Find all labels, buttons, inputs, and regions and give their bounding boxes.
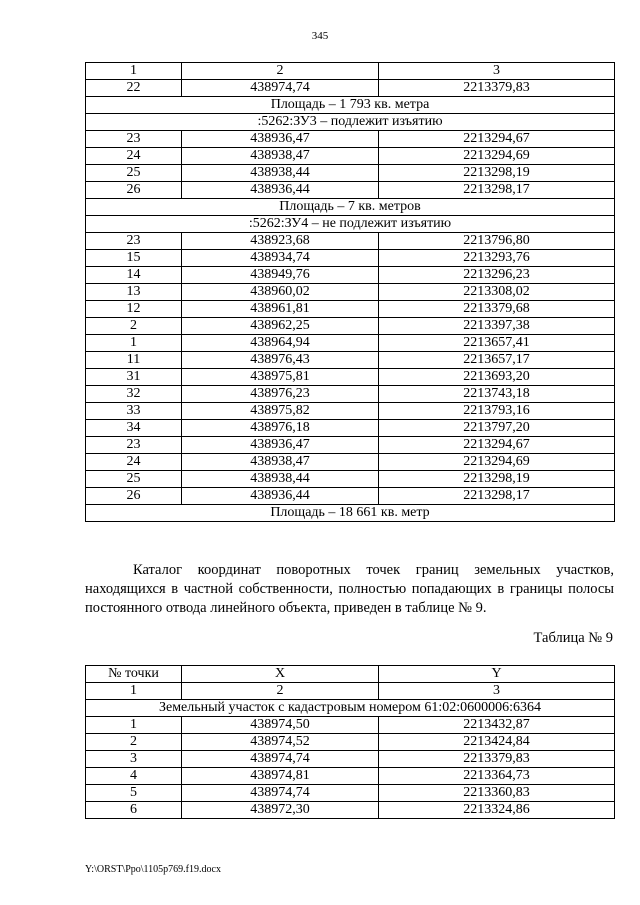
y-coordinate-cell: 2213693,20 (379, 369, 615, 386)
y-coordinate-cell: 2213296,23 (379, 267, 615, 284)
footer-file-path: Y:\ORST\Ppo\1105p769.f19.docx (85, 864, 221, 875)
table-row (86, 369, 615, 386)
table-row (86, 751, 615, 768)
y-coordinate-cell: 2213379,83 (379, 751, 615, 768)
table-row (86, 301, 615, 318)
point-number-cell: 4 (86, 768, 182, 785)
x-coordinate-cell: 438938,47 (182, 454, 379, 471)
point-number-cell: 15 (86, 250, 182, 267)
x-coordinate-cell: 438974,74 (182, 80, 379, 97)
x-coordinate-cell: 438974,74 (182, 785, 379, 802)
y-coordinate-cell: 2213298,17 (379, 488, 615, 505)
x-coordinate-cell: 438975,82 (182, 403, 379, 420)
y-coordinate-cell: 2213796,80 (379, 233, 615, 250)
point-number-cell: 2 (86, 318, 182, 335)
x-coordinate-cell: 438938,44 (182, 471, 379, 488)
column-header-cell: X (182, 666, 379, 683)
y-coordinate-cell: 2213298,17 (379, 182, 615, 199)
table-row (86, 802, 615, 819)
table-row (86, 284, 615, 301)
table-row (86, 80, 615, 97)
x-coordinate-cell: 438934,74 (182, 250, 379, 267)
x-coordinate-cell: 438961,81 (182, 301, 379, 318)
x-coordinate-cell: 438974,50 (182, 717, 379, 734)
point-number-cell: 2 (86, 734, 182, 751)
y-coordinate-cell: 2213424,84 (379, 734, 615, 751)
point-number-cell: 13 (86, 284, 182, 301)
section-cell: :5262:ЗУ4 – не подлежит изъятию (86, 216, 615, 233)
x-coordinate-cell: 438936,47 (182, 131, 379, 148)
y-coordinate-cell: 2213294,67 (379, 131, 615, 148)
table-row (86, 717, 615, 734)
table-row (86, 165, 615, 182)
table-row (86, 403, 615, 420)
table-row (86, 437, 615, 454)
x-coordinate-cell: 438936,44 (182, 182, 379, 199)
point-number-cell: 5 (86, 785, 182, 802)
x-coordinate-cell: 438976,18 (182, 420, 379, 437)
table-row (86, 335, 615, 352)
x-coordinate-cell: 438974,74 (182, 751, 379, 768)
point-number-cell: 1 (86, 717, 182, 734)
catalog-paragraph (85, 561, 614, 618)
section-row (86, 505, 615, 522)
point-number-cell: 25 (86, 165, 182, 182)
table-row (86, 233, 615, 250)
x-coordinate-cell: 438938,47 (182, 148, 379, 165)
table-row (86, 182, 615, 199)
column-number-cell: 2 (182, 63, 379, 80)
x-coordinate-cell: 438974,81 (182, 768, 379, 785)
y-coordinate-cell: 2213294,69 (379, 454, 615, 471)
table-row (86, 250, 615, 267)
y-coordinate-cell: 2213298,19 (379, 165, 615, 182)
section-row (86, 199, 615, 216)
column-number-row (86, 683, 615, 700)
page-number: 345 (311, 30, 329, 42)
point-number-cell: 32 (86, 386, 182, 403)
table-row (86, 454, 615, 471)
y-coordinate-cell: 2213379,68 (379, 301, 615, 318)
point-number-cell: 24 (86, 148, 182, 165)
point-number-cell: 26 (86, 182, 182, 199)
point-number-cell: 31 (86, 369, 182, 386)
table-row (86, 318, 615, 335)
section-cell: :5262:ЗУ3 – подлежит изъятию (86, 114, 615, 131)
column-number-cell: 2 (182, 683, 379, 700)
x-coordinate-cell: 438936,44 (182, 488, 379, 505)
point-number-cell: 3 (86, 751, 182, 768)
table-row (86, 352, 615, 369)
x-coordinate-cell: 438974,52 (182, 734, 379, 751)
x-coordinate-cell: 438972,30 (182, 802, 379, 819)
point-number-cell: 26 (86, 488, 182, 505)
column-number-row (86, 63, 615, 80)
x-coordinate-cell: 438976,43 (182, 352, 379, 369)
table-row (86, 768, 615, 785)
section-cell: Площадь – 7 кв. метров (86, 199, 615, 216)
point-number-cell: 22 (86, 80, 182, 97)
column-number-cell: 1 (86, 63, 182, 80)
point-number-cell: 1 (86, 335, 182, 352)
x-coordinate-cell: 438938,44 (182, 165, 379, 182)
y-coordinate-cell: 2213294,67 (379, 437, 615, 454)
x-coordinate-cell: 438923,68 (182, 233, 379, 250)
x-coordinate-cell: 438964,94 (182, 335, 379, 352)
section-cell: Земельный участок с кадастровым номером 61:02:0600006:6364 (86, 700, 615, 717)
x-coordinate-cell: 438936,47 (182, 437, 379, 454)
y-coordinate-cell: 2213793,16 (379, 403, 615, 420)
point-number-cell: 23 (86, 131, 182, 148)
point-number-cell: 12 (86, 301, 182, 318)
y-coordinate-cell: 2213360,83 (379, 785, 615, 802)
point-number-cell: 24 (86, 454, 182, 471)
section-cell: Площадь – 1 793 кв. метра (86, 97, 615, 114)
table-row (86, 386, 615, 403)
x-coordinate-cell: 438949,76 (182, 267, 379, 284)
point-number-cell: 11 (86, 352, 182, 369)
y-coordinate-cell: 2213432,87 (379, 717, 615, 734)
table-row (86, 785, 615, 802)
y-coordinate-cell: 2213797,20 (379, 420, 615, 437)
y-coordinate-cell: 2213657,41 (379, 335, 615, 352)
point-number-cell: 6 (86, 802, 182, 819)
section-row (86, 216, 615, 233)
column-header-cell: № точки (86, 666, 182, 683)
y-coordinate-cell: 2213294,69 (379, 148, 615, 165)
section-cell: Площадь – 18 661 кв. метр (86, 505, 615, 522)
y-coordinate-cell: 2213293,76 (379, 250, 615, 267)
table-caption: Таблица № 9 (533, 630, 613, 646)
y-coordinate-cell: 2213743,18 (379, 386, 615, 403)
table-row (86, 420, 615, 437)
column-number-cell: 3 (379, 63, 615, 80)
x-coordinate-cell: 438976,23 (182, 386, 379, 403)
y-coordinate-cell: 2213324,86 (379, 802, 615, 819)
x-coordinate-cell: 438962,25 (182, 318, 379, 335)
column-number-cell: 1 (86, 683, 182, 700)
table-row (86, 471, 615, 488)
point-number-cell: 34 (86, 420, 182, 437)
table-row (86, 131, 615, 148)
column-header-cell: Y (379, 666, 615, 683)
coordinates-table-9 (85, 665, 615, 819)
point-number-cell: 25 (86, 471, 182, 488)
x-coordinate-cell: 438975,81 (182, 369, 379, 386)
section-row (86, 700, 615, 717)
x-coordinate-cell: 438960,02 (182, 284, 379, 301)
table-row (86, 267, 615, 284)
y-coordinate-cell: 2213657,17 (379, 352, 615, 369)
y-coordinate-cell: 2213364,73 (379, 768, 615, 785)
point-number-cell: 33 (86, 403, 182, 420)
point-number-cell: 14 (86, 267, 182, 284)
y-coordinate-cell: 2213308,02 (379, 284, 615, 301)
table-row (86, 148, 615, 165)
table-row (86, 734, 615, 751)
section-row (86, 97, 615, 114)
y-coordinate-cell: 2213397,38 (379, 318, 615, 335)
point-number-cell: 23 (86, 437, 182, 454)
table-row (86, 488, 615, 505)
header-row (86, 666, 615, 683)
coordinates-table-continued (85, 62, 615, 522)
y-coordinate-cell: 2213298,19 (379, 471, 615, 488)
point-number-cell: 23 (86, 233, 182, 250)
paragraph-text: Каталог координат поворотных точек границ земельных участков, находящихся в частной собственности, полностью попадающих в границы полосы постоянного отвода линейного объекта, приведен в таблице № 9. (85, 562, 614, 616)
y-coordinate-cell: 2213379,83 (379, 80, 615, 97)
column-number-cell: 3 (379, 683, 615, 700)
section-row (86, 114, 615, 131)
